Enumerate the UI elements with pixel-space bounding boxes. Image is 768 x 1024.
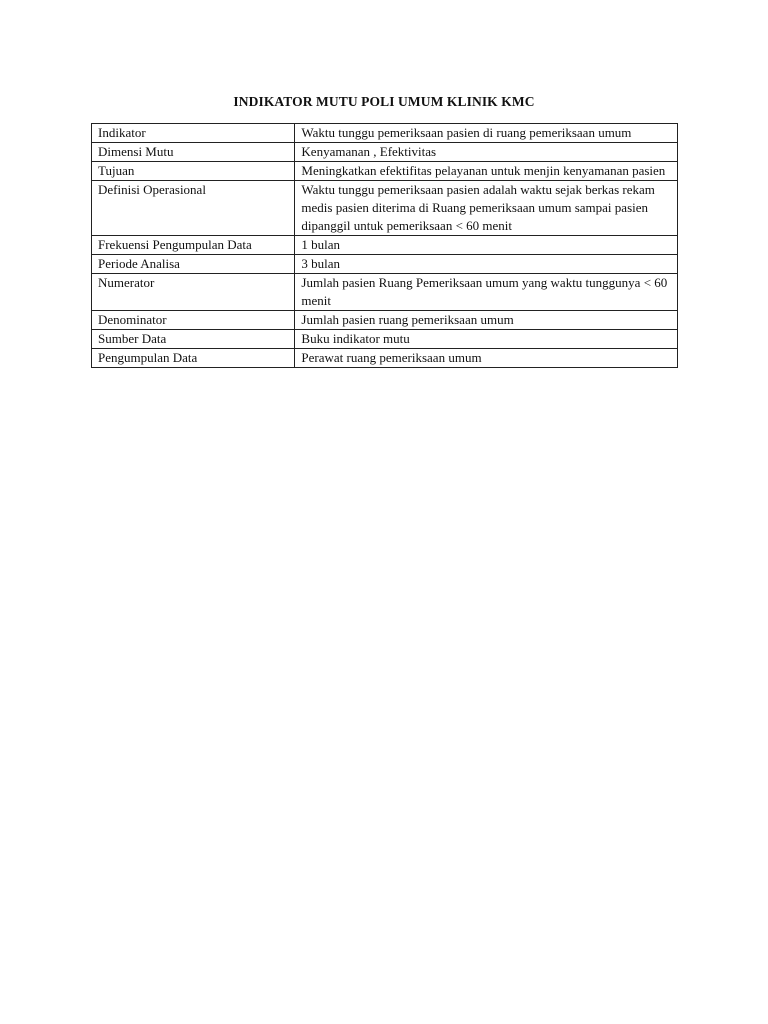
row-value: 3 bulan bbox=[295, 255, 678, 274]
row-label: Tujuan bbox=[92, 162, 295, 181]
table-row bbox=[92, 330, 678, 349]
row-label: Indikator bbox=[92, 124, 295, 143]
row-value: Buku indikator mutu bbox=[295, 330, 678, 349]
row-label: Dimensi Mutu bbox=[92, 143, 295, 162]
table-row bbox=[92, 162, 678, 181]
row-label: Definisi Operasional bbox=[92, 181, 295, 236]
row-label: Pengumpulan Data bbox=[92, 349, 295, 368]
table-row bbox=[92, 255, 678, 274]
row-label: Periode Analisa bbox=[92, 255, 295, 274]
table-row bbox=[92, 143, 678, 162]
table-row bbox=[92, 349, 678, 368]
row-value: Waktu tunggu pemeriksaan pasien adalah waktu sejak berkas rekam medis pasien diterima di Ruang pemeriksaan umum sampai pasien dipanggil untuk pemeriksaan < 60 menit bbox=[295, 181, 678, 236]
row-value: Jumlah pasien ruang pemeriksaan umum bbox=[295, 311, 678, 330]
row-value: Kenyamanan , Efektivitas bbox=[295, 143, 678, 162]
row-value: Waktu tunggu pemeriksaan pasien di ruang pemeriksaan umum bbox=[295, 124, 678, 143]
row-label: Denominator bbox=[92, 311, 295, 330]
row-label: Sumber Data bbox=[92, 330, 295, 349]
table-row bbox=[92, 124, 678, 143]
indicator-table bbox=[91, 123, 678, 368]
row-value: Perawat ruang pemeriksaan umum bbox=[295, 349, 678, 368]
table-row bbox=[92, 311, 678, 330]
document-title: INDIKATOR MUTU POLI UMUM KLINIK KMC bbox=[233, 94, 535, 109]
row-value: Jumlah pasien Ruang Pemeriksaan umum yang waktu tunggunya < 60 menit bbox=[295, 274, 678, 311]
table-row bbox=[92, 236, 678, 255]
row-value: Meningkatkan efektifitas pelayanan untuk menjin kenyamanan pasien bbox=[295, 162, 678, 181]
table-row bbox=[92, 181, 678, 236]
row-label: Numerator bbox=[92, 274, 295, 311]
table-row bbox=[92, 274, 678, 311]
row-label: Frekuensi Pengumpulan Data bbox=[92, 236, 295, 255]
row-value: 1 bulan bbox=[295, 236, 678, 255]
